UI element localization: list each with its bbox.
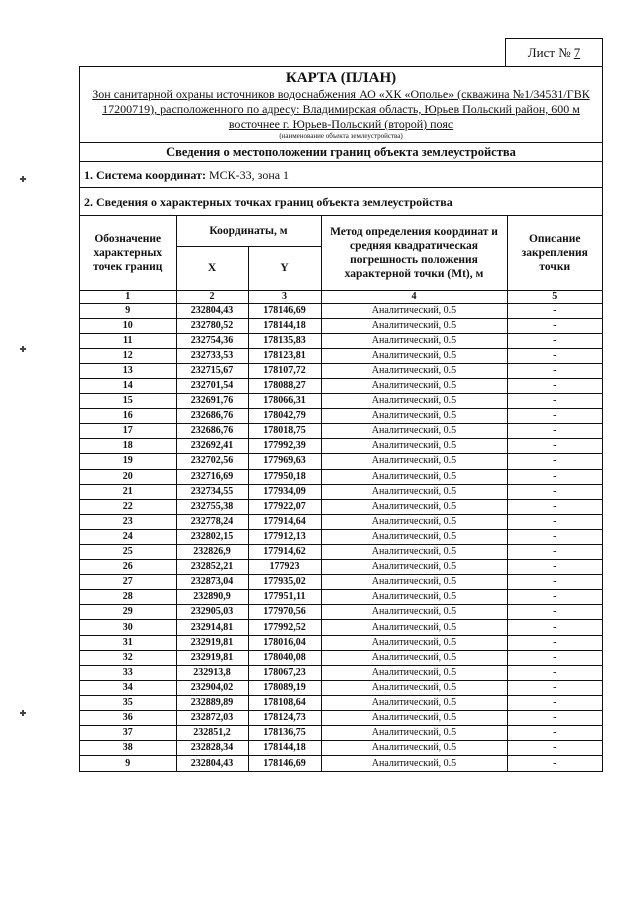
cell-x: 232715,67 <box>176 363 248 378</box>
points-section-title: 2. Сведения о характерных точках границ объекта землеустройства <box>80 188 602 216</box>
cell-description: - <box>507 469 602 484</box>
sheet-label: Лист № <box>527 44 571 60</box>
cell-description: - <box>507 590 602 605</box>
cell-x: 232754,36 <box>176 333 248 348</box>
cell-y: 177970,56 <box>248 605 321 620</box>
cell-method: Аналитический, 0.5 <box>321 635 507 650</box>
table-row <box>80 303 602 318</box>
cell-description: - <box>507 439 602 454</box>
cell-description: - <box>507 454 602 469</box>
document-title: КАРТА (ПЛАН) <box>285 70 397 86</box>
cell-y: 177914,62 <box>248 545 321 560</box>
cell-description: - <box>507 529 602 544</box>
table-row <box>80 454 602 469</box>
cell-method: Аналитический, 0.5 <box>321 378 507 393</box>
table-row <box>80 333 602 348</box>
cell-x: 232692,41 <box>176 439 248 454</box>
cell-method: Аналитический, 0.5 <box>321 394 507 409</box>
table-row <box>80 318 602 333</box>
cell-x: 232802,15 <box>176 529 248 544</box>
cell-x: 232734,55 <box>176 484 248 499</box>
cell-point: 15 <box>80 394 176 409</box>
cell-point: 14 <box>80 378 176 393</box>
document-frame <box>79 66 603 772</box>
cell-y: 177992,39 <box>248 439 321 454</box>
cell-description: - <box>507 726 602 741</box>
cell-description: - <box>507 605 602 620</box>
cell-x: 232828,34 <box>176 741 248 756</box>
cell-y: 178042,79 <box>248 409 321 424</box>
column-number: 5 <box>507 290 602 303</box>
object-name-caption: (наименование объекта землеустройства) <box>279 132 403 140</box>
cell-y: 177992,52 <box>248 620 321 635</box>
cell-y: 177934,09 <box>248 484 321 499</box>
header-coordinates: Координаты, м <box>176 216 321 246</box>
table-row <box>80 439 602 454</box>
cell-point: 30 <box>80 620 176 635</box>
cell-x: 232686,76 <box>176 424 248 439</box>
cell-x: 232691,76 <box>176 394 248 409</box>
cell-x: 232701,54 <box>176 378 248 393</box>
table-row <box>80 680 602 695</box>
cell-description: - <box>507 650 602 665</box>
cell-method: Аналитический, 0.5 <box>321 620 507 635</box>
table-row <box>80 469 602 484</box>
sheet-number-box <box>505 38 603 66</box>
table-row <box>80 575 602 590</box>
cell-y: 178089,19 <box>248 680 321 695</box>
cell-method: Аналитический, 0.5 <box>321 484 507 499</box>
table-row <box>80 650 602 665</box>
document-header <box>80 67 602 143</box>
cell-point: 29 <box>80 605 176 620</box>
cell-description: - <box>507 378 602 393</box>
cell-y: 178146,69 <box>248 756 321 771</box>
column-number: 3 <box>248 290 321 303</box>
table-row <box>80 363 602 378</box>
cell-method: Аналитический, 0.5 <box>321 363 507 378</box>
cell-point: 36 <box>80 711 176 726</box>
cell-description: - <box>507 756 602 771</box>
cell-y: 177969,63 <box>248 454 321 469</box>
table-row <box>80 590 602 605</box>
cell-y: 178016,04 <box>248 635 321 650</box>
cell-x: 232890,9 <box>176 590 248 605</box>
cell-y: 178146,69 <box>248 303 321 318</box>
cell-description: - <box>507 333 602 348</box>
cell-y: 177923 <box>248 560 321 575</box>
cell-description: - <box>507 499 602 514</box>
cell-point: 34 <box>80 680 176 695</box>
cell-point: 16 <box>80 409 176 424</box>
cell-point: 27 <box>80 575 176 590</box>
cell-method: Аналитический, 0.5 <box>321 303 507 318</box>
header-method: Метод определения координат и средняя квадратическая погрешность положения характерной точки (Mt), м <box>321 216 507 290</box>
cell-y: 178066,31 <box>248 394 321 409</box>
cell-point: 20 <box>80 469 176 484</box>
table-row <box>80 605 602 620</box>
table-row <box>80 560 602 575</box>
cell-description: - <box>507 545 602 560</box>
cell-x: 232755,38 <box>176 499 248 514</box>
cell-description: - <box>507 363 602 378</box>
cell-description: - <box>507 484 602 499</box>
cell-x: 232733,53 <box>176 348 248 363</box>
binding-hole-mark <box>20 710 26 716</box>
cell-method: Аналитический, 0.5 <box>321 605 507 620</box>
cell-x: 232914,81 <box>176 620 248 635</box>
cell-point: 13 <box>80 363 176 378</box>
table-row <box>80 695 602 710</box>
table-row <box>80 348 602 363</box>
cell-y: 178135,83 <box>248 333 321 348</box>
cell-y: 178108,64 <box>248 695 321 710</box>
cell-description: - <box>507 424 602 439</box>
cell-point: 26 <box>80 560 176 575</box>
cell-description: - <box>507 560 602 575</box>
cell-point: 10 <box>80 318 176 333</box>
table-row <box>80 711 602 726</box>
cell-x: 232872,03 <box>176 711 248 726</box>
cell-point: 38 <box>80 741 176 756</box>
cell-x: 232889,89 <box>176 695 248 710</box>
table-row <box>80 514 602 529</box>
cell-point: 17 <box>80 424 176 439</box>
header-y: Y <box>248 246 321 290</box>
cell-description: - <box>507 514 602 529</box>
cell-method: Аналитический, 0.5 <box>321 756 507 771</box>
cell-point: 22 <box>80 499 176 514</box>
cell-description: - <box>507 303 602 318</box>
cell-x: 232780,52 <box>176 318 248 333</box>
cell-description: - <box>507 665 602 680</box>
cell-method: Аналитический, 0.5 <box>321 409 507 424</box>
binding-hole-mark <box>20 346 26 352</box>
cell-point: 18 <box>80 439 176 454</box>
cell-method: Аналитический, 0.5 <box>321 695 507 710</box>
cell-method: Аналитический, 0.5 <box>321 529 507 544</box>
cell-x: 232905,03 <box>176 605 248 620</box>
cell-method: Аналитический, 0.5 <box>321 333 507 348</box>
cell-y: 177951,11 <box>248 590 321 605</box>
cell-x: 232852,21 <box>176 560 248 575</box>
cell-y: 178124,73 <box>248 711 321 726</box>
column-number: 4 <box>321 290 507 303</box>
header-description: Описание закрепления точки <box>507 216 602 290</box>
table-row <box>80 409 602 424</box>
header-designation: Обозначение характерных точек границ <box>80 216 176 290</box>
cell-x: 232778,24 <box>176 514 248 529</box>
table-row <box>80 499 602 514</box>
cell-y: 178123,81 <box>248 348 321 363</box>
section-title: Сведения о местоположении границ объекта землеустройства <box>80 143 602 162</box>
header-x: X <box>176 246 248 290</box>
cell-x: 232702,56 <box>176 454 248 469</box>
cell-point: 9 <box>80 756 176 771</box>
cell-x: 232904,02 <box>176 680 248 695</box>
cell-y: 178144,18 <box>248 318 321 333</box>
cell-y: 178144,18 <box>248 741 321 756</box>
cell-description: - <box>507 409 602 424</box>
cell-description: - <box>507 575 602 590</box>
cell-description: - <box>507 394 602 409</box>
cell-description: - <box>507 695 602 710</box>
cell-method: Аналитический, 0.5 <box>321 665 507 680</box>
cell-y: 177922,07 <box>248 499 321 514</box>
table-row <box>80 635 602 650</box>
cell-x: 232716,69 <box>176 469 248 484</box>
table-row <box>80 741 602 756</box>
cell-y: 177912,13 <box>248 529 321 544</box>
table-row <box>80 545 602 560</box>
cell-method: Аналитический, 0.5 <box>321 560 507 575</box>
cell-x: 232804,43 <box>176 756 248 771</box>
cell-x: 232913,8 <box>176 665 248 680</box>
cell-method: Аналитический, 0.5 <box>321 499 507 514</box>
cell-y: 178136,75 <box>248 726 321 741</box>
cell-point: 35 <box>80 695 176 710</box>
cell-y: 178088,27 <box>248 378 321 393</box>
cell-y: 178040,08 <box>248 650 321 665</box>
binding-hole-mark <box>20 176 26 182</box>
cell-y: 178018,75 <box>248 424 321 439</box>
column-number: 1 <box>80 290 176 303</box>
cell-y: 177914,64 <box>248 514 321 529</box>
cell-point: 33 <box>80 665 176 680</box>
cell-description: - <box>507 711 602 726</box>
table-row <box>80 484 602 499</box>
cell-method: Аналитический, 0.5 <box>321 424 507 439</box>
cell-method: Аналитический, 0.5 <box>321 514 507 529</box>
cell-method: Аналитический, 0.5 <box>321 454 507 469</box>
cell-method: Аналитический, 0.5 <box>321 711 507 726</box>
cell-description: - <box>507 635 602 650</box>
column-number: 2 <box>176 290 248 303</box>
cell-point: 23 <box>80 514 176 529</box>
cell-point: 21 <box>80 484 176 499</box>
cell-method: Аналитический, 0.5 <box>321 726 507 741</box>
coordinate-system-value: МСК-33, зона 1 <box>208 168 290 182</box>
cell-point: 19 <box>80 454 176 469</box>
cell-method: Аналитический, 0.5 <box>321 650 507 665</box>
cell-x: 232873,04 <box>176 575 248 590</box>
sheet-number: 7 <box>573 44 581 60</box>
cell-y: 177935,02 <box>248 575 321 590</box>
cell-x: 232919,81 <box>176 635 248 650</box>
cell-method: Аналитический, 0.5 <box>321 348 507 363</box>
cell-point: 24 <box>80 529 176 544</box>
cell-method: Аналитический, 0.5 <box>321 469 507 484</box>
cell-point: 32 <box>80 650 176 665</box>
object-name: Зон санитарной охраны источников водоснабжения АО «ХК «Ополье» (скважина №1/34531/ГВК 17200719), расположенного по адресу: Владимирская область, Юрьев Польский район, 600 м восточнее г. Юрьев-Польский (второй) пояс <box>92 87 590 131</box>
boundary-points-table <box>80 216 602 771</box>
coordinate-system-label: 1. Система координат: <box>84 168 206 182</box>
cell-method: Аналитический, 0.5 <box>321 439 507 454</box>
cell-method: Аналитический, 0.5 <box>321 590 507 605</box>
table-row <box>80 756 602 771</box>
cell-method: Аналитический, 0.5 <box>321 575 507 590</box>
cell-point: 11 <box>80 333 176 348</box>
cell-point: 37 <box>80 726 176 741</box>
table-row <box>80 529 602 544</box>
cell-method: Аналитический, 0.5 <box>321 741 507 756</box>
cell-description: - <box>507 680 602 695</box>
cell-method: Аналитический, 0.5 <box>321 680 507 695</box>
table-row <box>80 424 602 439</box>
cell-description: - <box>507 741 602 756</box>
cell-point: 12 <box>80 348 176 363</box>
cell-x: 232804,43 <box>176 303 248 318</box>
cell-description: - <box>507 348 602 363</box>
table-row <box>80 378 602 393</box>
table-row <box>80 620 602 635</box>
cell-method: Аналитический, 0.5 <box>321 318 507 333</box>
cell-point: 28 <box>80 590 176 605</box>
table-row <box>80 726 602 741</box>
cell-x: 232686,76 <box>176 409 248 424</box>
cell-y: 177950,18 <box>248 469 321 484</box>
cell-method: Аналитический, 0.5 <box>321 545 507 560</box>
cell-x: 232826,9 <box>176 545 248 560</box>
cell-point: 31 <box>80 635 176 650</box>
cell-y: 178107,72 <box>248 363 321 378</box>
table-row <box>80 394 602 409</box>
cell-point: 25 <box>80 545 176 560</box>
cell-point: 9 <box>80 303 176 318</box>
cell-y: 178067,23 <box>248 665 321 680</box>
cell-x: 232851,2 <box>176 726 248 741</box>
coordinate-system-line <box>80 162 602 188</box>
cell-description: - <box>507 318 602 333</box>
table-row <box>80 665 602 680</box>
cell-description: - <box>507 620 602 635</box>
cell-x: 232919,81 <box>176 650 248 665</box>
